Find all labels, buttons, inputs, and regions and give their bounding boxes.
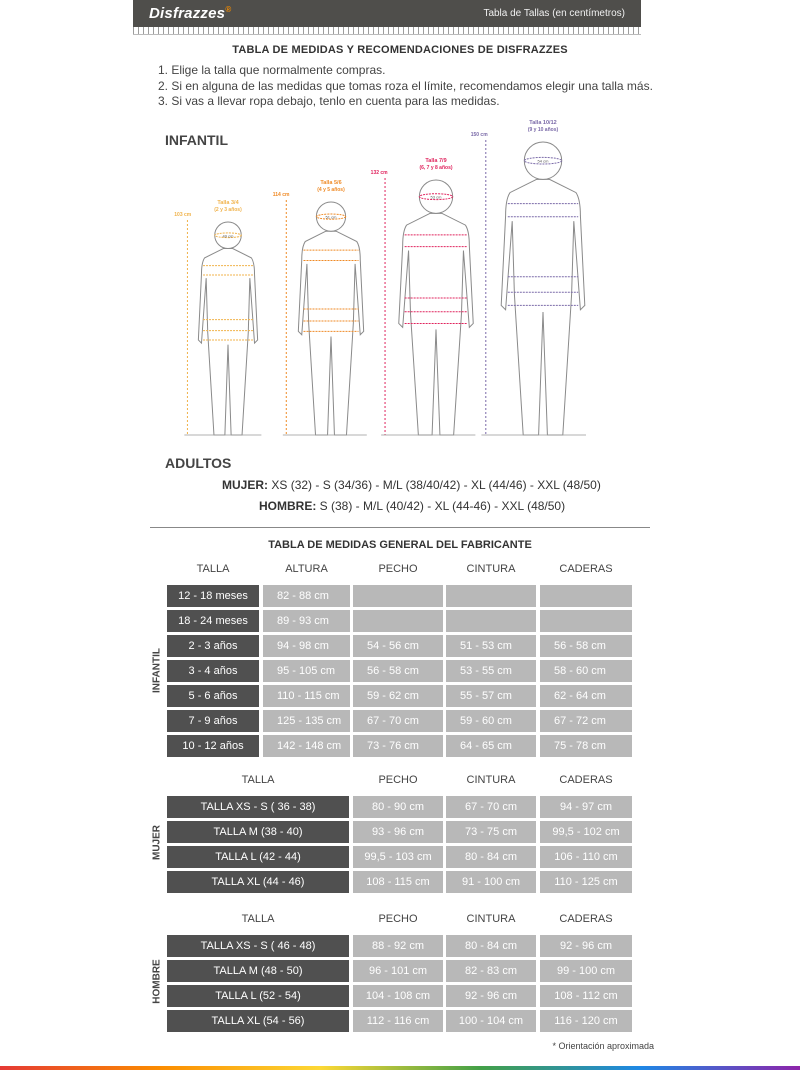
- measure-cell: 108 - 112 cm: [540, 985, 632, 1007]
- measure-cell: 59 - 62 cm: [353, 685, 443, 707]
- size-label: Talla 5/6: [320, 180, 342, 186]
- measure-cell: 110 - 115 cm: [263, 685, 350, 707]
- measure-cell: [446, 610, 536, 632]
- measure-cell: 58 - 60 cm: [540, 660, 632, 682]
- table-header-altura: ALTURA: [285, 563, 328, 575]
- measure-cell: 82 - 83 cm: [446, 960, 536, 982]
- size-label-cell: TALLA L (52 - 54): [167, 985, 349, 1007]
- measure-cell: 108 - 115 cm: [353, 871, 443, 893]
- body-outline: [501, 179, 585, 435]
- body-outline: [198, 249, 257, 435]
- height-label: 103 cm: [174, 212, 192, 218]
- measure-cell: [540, 585, 632, 607]
- size-label: Talla 10/12: [529, 120, 557, 126]
- measure-cell: [446, 585, 536, 607]
- group-label-mujer: MUJER: [151, 824, 163, 860]
- head-value: 49 cm: [222, 233, 234, 239]
- measure-cell: 56 - 58 cm: [353, 660, 443, 682]
- measure-cell: [353, 610, 443, 632]
- table-header-cintura: CINTURA: [466, 913, 516, 925]
- measure-cell: 89 - 93 cm: [263, 610, 350, 632]
- measure-cell: 142 - 148 cm: [263, 735, 350, 757]
- measure-cell: 75 - 78 cm: [540, 735, 632, 757]
- table-header-caderas: CADERAS: [559, 563, 613, 575]
- measure-cell: 99,5 - 102 cm: [540, 821, 632, 843]
- size-label-cell: 5 - 6 años: [167, 685, 259, 707]
- size-label-cell: TALLA XS - S ( 36 - 38): [167, 796, 349, 818]
- size-label-cell: TALLA XL (44 - 46): [167, 871, 349, 893]
- size-label-cell: 2 - 3 años: [167, 635, 259, 657]
- size-label: Talla 7/9: [425, 158, 447, 164]
- measure-cell: 100 - 104 cm: [446, 1010, 536, 1032]
- table-header-cintura: CINTURA: [466, 774, 516, 786]
- measure-cell: 59 - 60 cm: [446, 710, 536, 732]
- adultos-heading: ADULTOS: [165, 455, 232, 471]
- head-value: 51 cm: [325, 214, 337, 220]
- infantil-heading: INFANTIL: [165, 132, 228, 148]
- recommendation-item: 1. Elige la talla que normalmente compras.: [158, 63, 386, 77]
- mujer-sizes-line: [222, 478, 601, 492]
- measure-cell: 94 - 98 cm: [263, 635, 350, 657]
- measure-cell: [540, 610, 632, 632]
- height-label: 132 cm: [370, 170, 388, 176]
- measure-cell: 88 - 92 cm: [353, 935, 443, 957]
- measure-cell: 54 - 56 cm: [353, 635, 443, 657]
- divider: [150, 527, 650, 528]
- hombre-sizes-line: [259, 499, 565, 513]
- measure-cell: 92 - 96 cm: [446, 985, 536, 1007]
- ages-label: (6, 7 y 8 años): [419, 165, 453, 171]
- table-header-pecho: PECHO: [378, 774, 418, 786]
- measure-cell: 55 - 57 cm: [446, 685, 536, 707]
- measure-cell: 67 - 70 cm: [353, 710, 443, 732]
- size-label: Talla 3/4: [217, 200, 239, 206]
- head-value: 53 cm: [430, 194, 442, 200]
- height-label: 114 cm: [272, 192, 290, 198]
- height-label: 150 cm: [470, 132, 488, 138]
- recommendation-item: 2. Si en alguna de las medidas que tomas roza el límite, recomendamos elegir una talla más.: [158, 78, 653, 93]
- measure-cell: 53 - 55 cm: [446, 660, 536, 682]
- size-label-cell: TALLA M (38 - 40): [167, 821, 349, 843]
- size-label-cell: TALLA M (48 - 50): [167, 960, 349, 982]
- mujer-label: MUJER:: [222, 478, 269, 492]
- measure-cell: 91 - 100 cm: [446, 871, 536, 893]
- size-label-cell: TALLA L (42 - 44): [167, 846, 349, 868]
- table-header-caderas: CADERAS: [559, 774, 613, 786]
- child-figure: [371, 158, 476, 435]
- size-label-cell: 7 - 9 años: [167, 710, 259, 732]
- child-figure: [471, 120, 586, 435]
- recommendations-title: TABLA DE MEDIDAS Y RECOMENDACIONES DE DISFRAZZES: [232, 44, 568, 56]
- head-value: 54 cm: [537, 158, 549, 164]
- ruler-decoration: [133, 27, 641, 35]
- header-bar: [133, 0, 641, 27]
- body-outline: [298, 231, 363, 435]
- measure-cell: 62 - 64 cm: [540, 685, 632, 707]
- table-header-pecho: PECHO: [378, 563, 418, 575]
- mujer-sizes: XS (32) - S (34/36) - M/L (38/40/42) - XL (44/46) - XXL (48/50): [271, 478, 601, 492]
- measure-cell: [353, 585, 443, 607]
- measure-cell: 56 - 58 cm: [540, 635, 632, 657]
- size-label-cell: 18 - 24 meses: [167, 610, 259, 632]
- group-label-infantil: INFANTIL: [151, 648, 163, 693]
- measure-cell: 80 - 90 cm: [353, 796, 443, 818]
- measure-cell: 96 - 101 cm: [353, 960, 443, 982]
- measure-cell: 106 - 110 cm: [540, 846, 632, 868]
- measure-cell: 67 - 70 cm: [446, 796, 536, 818]
- measure-cell: 67 - 72 cm: [540, 710, 632, 732]
- measure-cell: 116 - 120 cm: [540, 1010, 632, 1032]
- table-header-caderas: CADERAS: [559, 913, 613, 925]
- recommendation-item: 3. Si vas a llevar ropa debajo, tenlo en cuenta para las medidas.: [158, 94, 500, 108]
- measure-cell: 112 - 116 cm: [353, 1010, 443, 1032]
- measure-cell: 95 - 105 cm: [263, 660, 350, 682]
- measure-cell: 104 - 108 cm: [353, 985, 443, 1007]
- size-label-cell: 12 - 18 meses: [167, 585, 259, 607]
- ages-label: (9 y 10 años): [527, 127, 559, 133]
- measure-cell: 125 - 135 cm: [263, 710, 350, 732]
- group-label-hombre: HOMBRE: [151, 958, 163, 1004]
- measure-cell: 94 - 97 cm: [540, 796, 632, 818]
- measure-cell: 93 - 96 cm: [353, 821, 443, 843]
- measure-cell: 73 - 75 cm: [446, 821, 536, 843]
- table-header-talla: TALLA: [196, 563, 230, 575]
- ages-label: (4 y 5 años): [317, 187, 345, 193]
- measure-cell: 99 - 100 cm: [540, 960, 632, 982]
- brand-logo: Disfrazzes®: [149, 5, 232, 22]
- rainbow-bar: [0, 1066, 800, 1070]
- measure-cell: 80 - 84 cm: [446, 935, 536, 957]
- table-header-talla: TALLA: [241, 913, 275, 925]
- table-header-talla: TALLA: [241, 774, 275, 786]
- table-header-pecho: PECHO: [378, 913, 418, 925]
- size-label-cell: TALLA XL (54 - 56): [167, 1010, 349, 1032]
- footnote: * Orientación aproximada: [552, 1041, 654, 1051]
- child-figure: [174, 200, 261, 435]
- hombre-label: HOMBRE:: [259, 499, 317, 513]
- measure-cell: 110 - 125 cm: [540, 871, 632, 893]
- size-label-cell: 10 - 12 años: [167, 735, 259, 757]
- size-label-cell: 3 - 4 años: [167, 660, 259, 682]
- measure-cell: 51 - 53 cm: [446, 635, 536, 657]
- child-figure: [273, 180, 367, 435]
- measure-cell: 82 - 88 cm: [263, 585, 350, 607]
- general-table-title: TABLA DE MEDIDAS GENERAL DEL FABRICANTE: [268, 539, 532, 551]
- hombre-sizes: S (38) - M/L (40/42) - XL (44-46) - XXL (48/50): [319, 499, 566, 513]
- header-title: Tabla de Tallas (en centímetros): [483, 8, 625, 19]
- measure-cell: 99,5 - 103 cm: [353, 846, 443, 868]
- measure-cell: 73 - 76 cm: [353, 735, 443, 757]
- children-figures: [160, 100, 640, 445]
- ages-label: (2 y 3 años): [214, 207, 242, 213]
- measure-cell: 92 - 96 cm: [540, 935, 632, 957]
- measure-cell: 64 - 65 cm: [446, 735, 536, 757]
- measure-cell: 80 - 84 cm: [446, 846, 536, 868]
- children-silhouettes: [160, 100, 640, 445]
- size-label-cell: TALLA XS - S ( 46 - 48): [167, 935, 349, 957]
- table-header-cintura: CINTURA: [466, 563, 516, 575]
